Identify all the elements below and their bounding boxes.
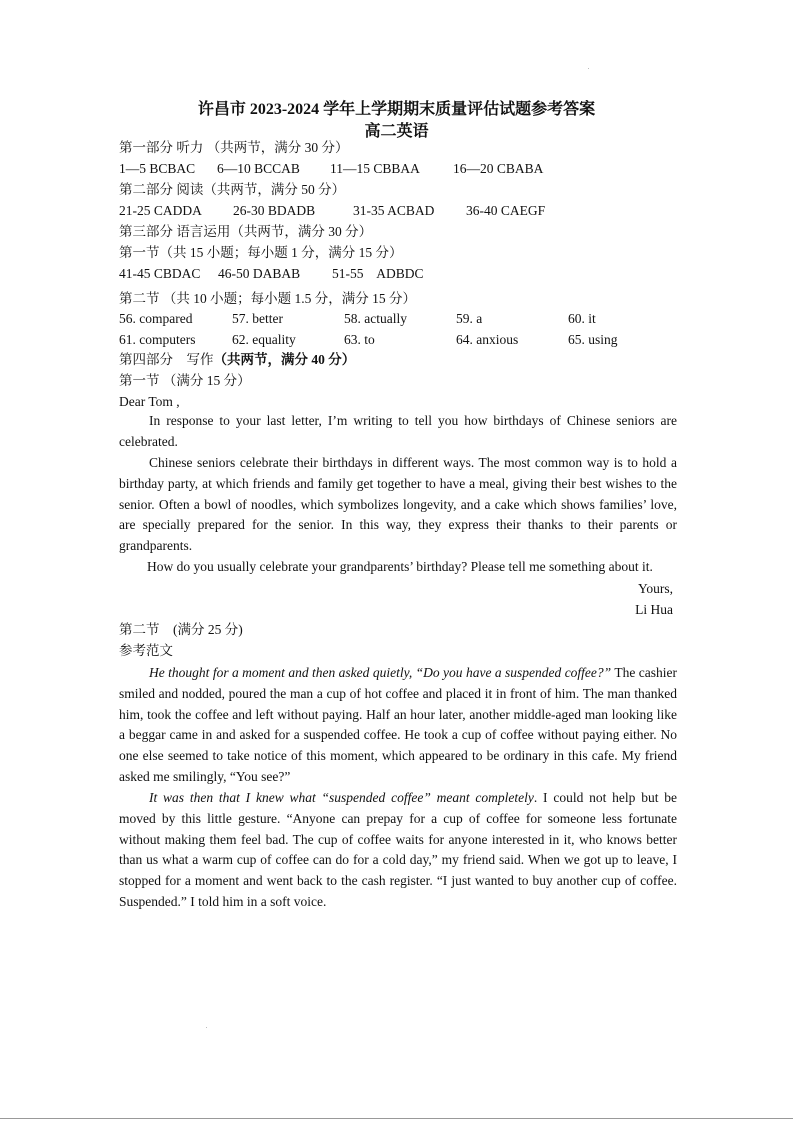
letter-signature: Li Hua [635,602,673,617]
part1-heading: 第一部分 听力 （共两节，满分 30 分） [119,140,349,155]
letter-p1-text: In response to your last letter, I’m writing to tell you how birthdays of Chinese seniors are celebrated. [119,413,677,449]
part2-answer-3: 31-35 ACBAD [353,203,435,218]
part2-heading: 第二部分 阅读（共两节，满分 50 分） [119,182,346,197]
part3-section1-heading: 第一节（共 15 小题；每小题 1 分，满分 15 分） [119,245,403,260]
document-title: 许昌市 2023-2024 学年上学期期末质量评估试题参考答案 [197,101,596,118]
essay-p2-lead: It was then that I knew what “suspended coffee” meant completely [149,790,534,805]
letter-paragraph-3 [119,557,677,578]
part3-answer-1: 41-45 CBDAC [119,266,201,281]
blank-65: 65. using [568,332,618,347]
part4-heading-bold: （共两节，满分 40 分） [213,352,356,367]
blank-63: 63. to [344,332,375,347]
part3-heading: 第三部分 语言运用（共两节，满分 30 分） [119,224,373,239]
scan-speck [206,1027,207,1028]
blank-61: 61. computers [119,332,196,347]
blank-60: 60. it [568,311,596,326]
letter-salutation: Dear Tom , [119,394,180,409]
part2-answer-4: 36-40 CAEGF [466,203,546,218]
part4-heading [119,351,355,369]
blank-57: 57. better [232,311,283,326]
blank-64: 64. anxious [456,332,519,347]
part1-answer-2: 6—10 BCCAB [217,161,300,176]
essay-paragraph-1 [119,663,677,788]
part4-section1-heading: 第一节 （满分 15 分） [119,373,251,388]
part4-section2-heading: 第二节 (满分 25 分) [119,622,243,637]
blank-58: 58. actually [344,311,407,326]
part1-answer-4: 16—20 CBABA [453,161,544,176]
essay-p1-lead: He thought for a moment and then asked quietly, “Do you have a suspended coffee?” [149,665,612,680]
blank-59: 59. a [456,311,483,326]
part3-section2-heading: 第二节 （共 10 小题；每小题 1.5 分，满分 15 分） [119,291,416,306]
document-subtitle: 高二英语 [364,123,429,140]
letter-paragraph-1 [119,411,677,453]
part3-answer-3: 51-55 ADBDC [332,266,424,281]
letter-p3-text: How do you usually celebrate your grandparents’ birthday? Please tell me something about it. [147,559,653,574]
sample-essay-label: 参考范文 [119,643,173,658]
essay-p1-rest: The cashier smiled and nodded, poured the man a cup of hot coffee and placed it in front of him. The man thanked him, took the coffee and left without paying. Half an hour later, another middle-aged man looking like a beggar came in and asked for a suspended coffee. He took a cup of coffee without paying either. No one else seemed to take notice of this moment, which appeared to be ordinary in this cafe. My friend asked me smilingly, “You see?” [119,665,677,784]
letter-paragraph-2 [119,453,677,557]
part2-answer-2: 26-30 BDADB [233,203,316,218]
part4-heading-prefix: 第四部分 写作 [119,352,214,367]
part3-answer-2: 46-50 DABAB [218,266,301,281]
part2-answer-1: 21-25 CADDA [119,203,202,218]
part1-answer-3: 11—15 CBBAA [330,161,420,176]
blank-62: 62. equality [232,332,296,347]
blank-56: 56. compared [119,311,193,326]
page-bottom-edge [0,1118,793,1119]
letter-p2-text: Chinese seniors celebrate their birthdays in different ways. The most common way is to hold a birthday party, at which friends and family get together to have a meal, giving their best wishes to the senior. Often a bowl of noodles, which symbolizes longevity, and a cake which shows families’ love, are specially prepared for the senior. In this way, they express their thanks to their parents or grandparents. [119,455,677,554]
scan-speck [588,68,589,69]
part1-answer-1: 1—5 BCBAC [119,161,196,176]
essay-p2-rest: . I could not help but be moved by this little gesture. “Anyone can prepay for a cup of coffee for someone less fortunate without making them feel bad. The cup of coffee waits for anyone interested in it, who knows better than us what a warm cup of coffee can do for a cold day,” my friend said. When we got up to leave, I stopped for a moment and went back to the cash register. “I just wanted to buy another cup of coffee. Suspended.” I told him in a soft voice. [119,790,677,909]
letter-closing: Yours, [637,581,673,596]
essay-paragraph-2 [119,788,677,913]
